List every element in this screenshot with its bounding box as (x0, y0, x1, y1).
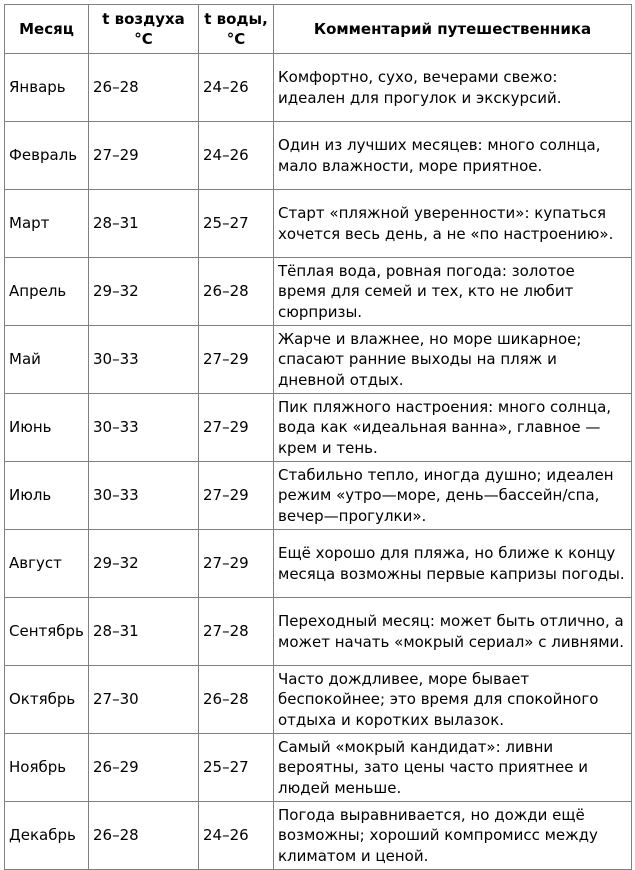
month-cell: Апрель (5, 258, 89, 326)
water-temp-cell: 25–27 (199, 734, 274, 802)
comment-cell: Пик пляжного настроения: много солнца, вода как «идеальная ванна», главное — крем и тень. (274, 394, 632, 462)
comment-cell: Комфортно, сухо, вечерами свежо: идеален для прогулок и экскурсий. (274, 54, 632, 122)
month-cell: Февраль (5, 122, 89, 190)
header-water-temp-label: t воды, (204, 9, 268, 28)
air-temp-cell: 28–31 (89, 190, 199, 258)
air-temp-cell: 26–28 (89, 54, 199, 122)
header-air-temp (89, 5, 199, 54)
air-temp-cell: 29–32 (89, 258, 199, 326)
table-body (5, 54, 632, 870)
header-air-temp-label: t воздуха (102, 9, 185, 28)
month-cell: Июнь (5, 394, 89, 462)
comment-cell: Самый «мокрый кандидат»: ливни вероятны, зато цены часто приятнее и людей меньше. (274, 734, 632, 802)
comment-cell: Переходный месяц: может быть отлично, а может начать «мокрый сериал» с ливнями. (274, 598, 632, 666)
table-row (5, 326, 632, 394)
table-row (5, 190, 632, 258)
table-row (5, 122, 632, 190)
table-row (5, 54, 632, 122)
air-temp-cell: 27–29 (89, 122, 199, 190)
table-row (5, 462, 632, 530)
header-air-temp-unit: °C (134, 30, 153, 48)
month-cell: Март (5, 190, 89, 258)
month-cell: Август (5, 530, 89, 598)
month-cell: Декабрь (5, 802, 89, 870)
water-temp-cell: 27–29 (199, 462, 274, 530)
water-temp-cell: 24–26 (199, 802, 274, 870)
table-row (5, 666, 632, 734)
air-temp-cell: 29–32 (89, 530, 199, 598)
air-temp-cell: 30–33 (89, 462, 199, 530)
comment-cell: Жарче и влажнее, но море шикарное; спасают ранние выходы на пляж и дневной отдых. (274, 326, 632, 394)
air-temp-cell: 30–33 (89, 326, 199, 394)
header-month: Месяц (5, 5, 89, 54)
air-temp-cell: 26–28 (89, 802, 199, 870)
table-row (5, 394, 632, 462)
water-temp-cell: 27–29 (199, 326, 274, 394)
month-cell: Сентябрь (5, 598, 89, 666)
water-temp-cell: 24–26 (199, 54, 274, 122)
comment-cell: Погода выравнивается, но дожди ещё возможны; хороший компромисс между климатом и ценой. (274, 802, 632, 870)
comment-cell: Часто дождливее, море бывает беспокойнее; это время для спокойного отдыха и коротких вылазок. (274, 666, 632, 734)
air-temp-cell: 28–31 (89, 598, 199, 666)
header-water-temp-unit: °C (226, 30, 246, 48)
water-temp-cell: 27–29 (199, 394, 274, 462)
table-row (5, 802, 632, 870)
comment-cell: Тёплая вода, ровная погода: золотое время для семей и тех, кто не любит сюрпризы. (274, 258, 632, 326)
water-temp-cell: 27–29 (199, 530, 274, 598)
air-temp-cell: 27–30 (89, 666, 199, 734)
header-comment: Комментарий путешественника (274, 5, 632, 54)
comment-cell: Ещё хорошо для пляжа, но ближе к концу месяца возможны первые капризы погоды. (274, 530, 632, 598)
table-header-row (5, 5, 632, 54)
water-temp-cell: 25–27 (199, 190, 274, 258)
month-cell: Октябрь (5, 666, 89, 734)
water-temp-cell: 24–26 (199, 122, 274, 190)
month-cell: Январь (5, 54, 89, 122)
table-row (5, 530, 632, 598)
month-cell: Май (5, 326, 89, 394)
climate-table (4, 4, 632, 870)
water-temp-cell: 27–28 (199, 598, 274, 666)
comment-cell: Стабильно тепло, иногда душно; идеален режим «утро—море, день—бассейн/спа, вечер—прогулки». (274, 462, 632, 530)
comment-cell: Старт «пляжной уверенности»: купаться хочется весь день, а не «по настроению». (274, 190, 632, 258)
month-cell: Июль (5, 462, 89, 530)
month-cell: Ноябрь (5, 734, 89, 802)
table-row (5, 734, 632, 802)
water-temp-cell: 26–28 (199, 258, 274, 326)
water-temp-cell: 26–28 (199, 666, 274, 734)
table-row (5, 598, 632, 666)
air-temp-cell: 30–33 (89, 394, 199, 462)
air-temp-cell: 26–29 (89, 734, 199, 802)
header-water-temp (199, 5, 274, 54)
table-row (5, 258, 632, 326)
comment-cell: Один из лучших месяцев: много солнца, мало влажности, море приятное. (274, 122, 632, 190)
